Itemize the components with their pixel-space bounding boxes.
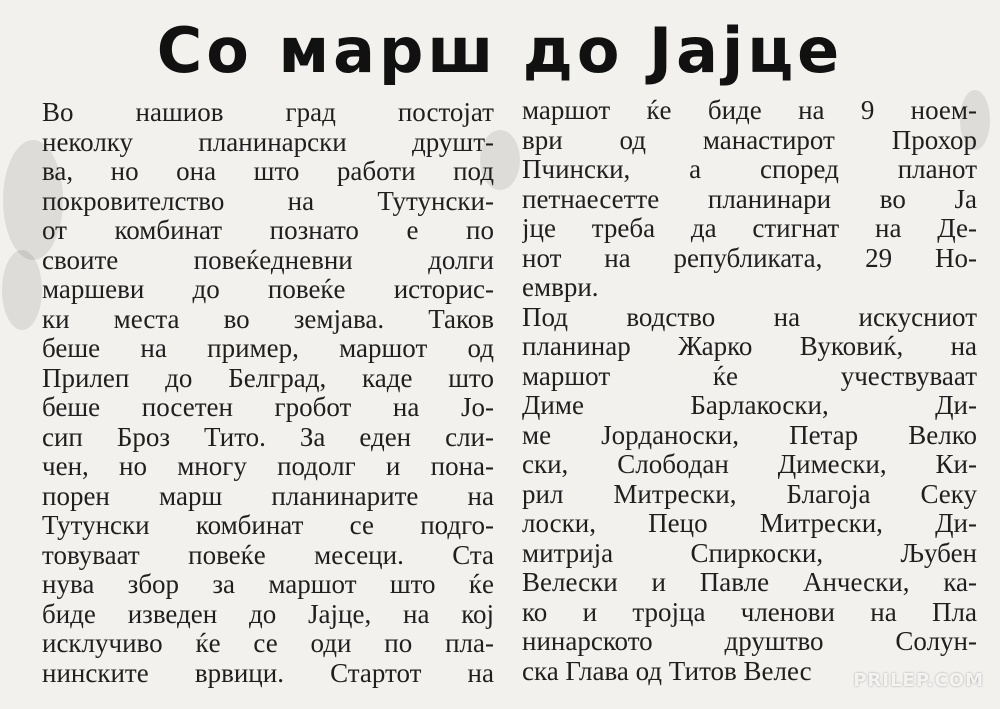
text-line: Во нашиов град постојат (42, 98, 494, 127)
text-line: маршот ќе учествуваат (522, 361, 977, 391)
text-line: ки места во земјава. Таков (42, 304, 494, 334)
text-line: от комбинат познато е по (42, 216, 494, 245)
text-line: нинарското друштво Солун- (522, 627, 977, 656)
text-line: товуваат повеќе месеци. Ста (42, 540, 494, 570)
text-line: Тутунски комбинат се подго- (42, 511, 494, 540)
text-line: неколку планинарски друшт- (42, 127, 494, 157)
site-watermark: PRILEP.COM (853, 670, 984, 691)
text-line: ември. (522, 273, 599, 302)
text-line: лоски, Пецо Митрески, Ди- (522, 509, 977, 538)
text-line: ски, Слободан Димески, Ки- (522, 450, 977, 479)
text-line: порен марш планинарите на (42, 481, 494, 511)
text-line: своите повеќедневни долги (42, 245, 494, 275)
article-column-right (522, 96, 977, 686)
text-line: биде изведен до Јајце, на кој (42, 599, 494, 629)
text-line: ска Глава од Титов Велес (522, 656, 812, 686)
text-line: беше посетен гробот на Јо- (42, 393, 494, 422)
text-line: маршот ќе биде на 9 ноем- (522, 96, 977, 125)
text-line: Под водство на искусниот (522, 302, 977, 332)
text-line: ври од манастирот Прохор (522, 125, 977, 155)
text-line: Прилеп до Белград, каде што (42, 363, 494, 393)
text-line: планинар Жарко Вуковиќ, на (522, 332, 977, 361)
text-line: ко и тројца членови на Пла (522, 597, 977, 627)
text-line: петнаесетте планинари во Ја (522, 184, 977, 214)
text-line: јце треба да стигнат на Де- (522, 214, 977, 243)
text-line: митрија Спиркоски, Љубен (522, 538, 977, 568)
text-line: Диме Барлакоски, Ди- (522, 391, 977, 420)
text-line: нува збор за маршот што ќе (42, 570, 494, 599)
text-line: рил Митрески, Благоја Секу (522, 479, 977, 509)
text-line: сип Броз Тито. За еден сли- (42, 422, 494, 452)
text-line: покровителство на Тутунски- (42, 186, 494, 216)
text-line: беше на пример, маршот од (42, 334, 494, 363)
text-line: Велески и Павле Анчески, ка- (522, 568, 977, 597)
article-column-left (42, 98, 494, 688)
text-line: нот на републиката, 29 Но- (522, 243, 977, 273)
article-title: Со марш до Јајце (156, 14, 844, 87)
text-line: нинските врвици. Стартот на (42, 658, 494, 688)
text-line: ме Јордaноски, Петар Велко (522, 420, 977, 450)
text-line: Пчински, а според планот (522, 155, 977, 184)
text-line: маршеви до повеќе историс- (42, 275, 494, 304)
text-line: чен, но многу подолг и пона- (42, 452, 494, 481)
text-line: ва, но она што работи под (42, 157, 494, 186)
text-line: исклучиво ќе се оди по пла- (42, 629, 494, 658)
